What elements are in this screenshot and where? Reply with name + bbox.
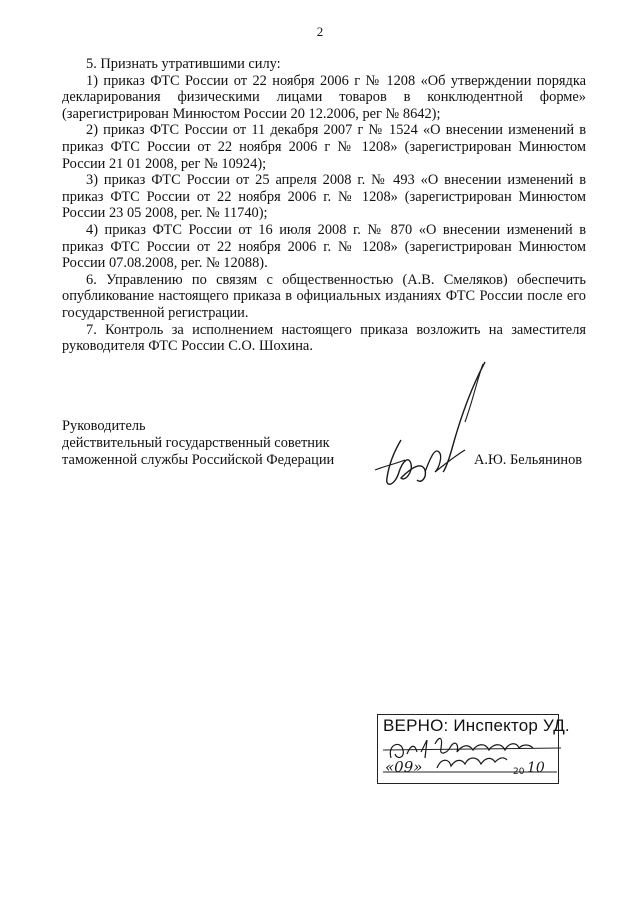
svg-text:20: 20 [513, 767, 525, 777]
paragraph-subitem-2: 2) приказ ФТС России от 11 декабря 2007 г № 1524 «О внесении изменений в приказ ФТС России от 22 ноября 2006 г № 1208» (зарегистрирован Минюстом России 21 01 2008, рег № 10924); [62, 122, 586, 172]
document-body [62, 56, 586, 355]
paragraph-item-5: 5. Признать утратившими силу: [86, 56, 281, 72]
stamp-printed-text: ВЕРНО: Инспектор УД. [383, 716, 570, 735]
page-number: 2 [316, 24, 324, 39]
signatory-title [62, 418, 334, 469]
signatory-title-line-2: действительный государственный советник [62, 435, 330, 451]
paragraph-item-6: 6. Управлению по связям с общественностью (А.В. Смеляков) обеспечить опубликование настоящего приказа в официальных изданиях ФТС России после его государственной регистрации. [62, 271, 586, 321]
signatory-title-line-1: Руководитель [62, 418, 146, 434]
svg-text:10: 10 [527, 760, 545, 776]
paragraph-subitem-1: 1) приказ ФТС России от 22 ноября 2006 г № 1208 «Об утверждении порядка декларирования физическими лицами товаров в конклюдентной форме» (зарегистрирован Минюстом России 20 12.2006, рег № 8642); [62, 72, 586, 122]
paragraph-item-7: 7. Контроль за исполнением настоящего приказа возложить на заместителя руководителя ФТС России С.О. Шохина. [62, 321, 586, 355]
handwritten-signature [365, 360, 495, 500]
signatory-title-line-3: таможенной службы Российской Федерации [62, 452, 335, 468]
paragraph-subitem-3: 3) приказ ФТС России от 25 апреля 2008 г. № 493 «О внесении изменений в приказ ФТС России от 22 ноября 2006 г. № 1208» (зарегистрирован Минюстом России 23 05 2008, рег. № 11740); [62, 172, 586, 222]
certification-stamp [377, 714, 570, 790]
paragraph-subitem-4: 4) приказ ФТС России от 16 июля 2008 г. № 870 «О внесении изменений в приказ ФТС России от 22 ноября 2006 г. № 1208» (зарегистрирован Минюстом России 07.08.2008, рег. № 12088). [62, 221, 586, 272]
svg-text:«09»: «09» [385, 758, 423, 776]
stamp-handwriting [377, 714, 567, 790]
signer-name: А.Ю. Бельянинов [474, 452, 583, 468]
